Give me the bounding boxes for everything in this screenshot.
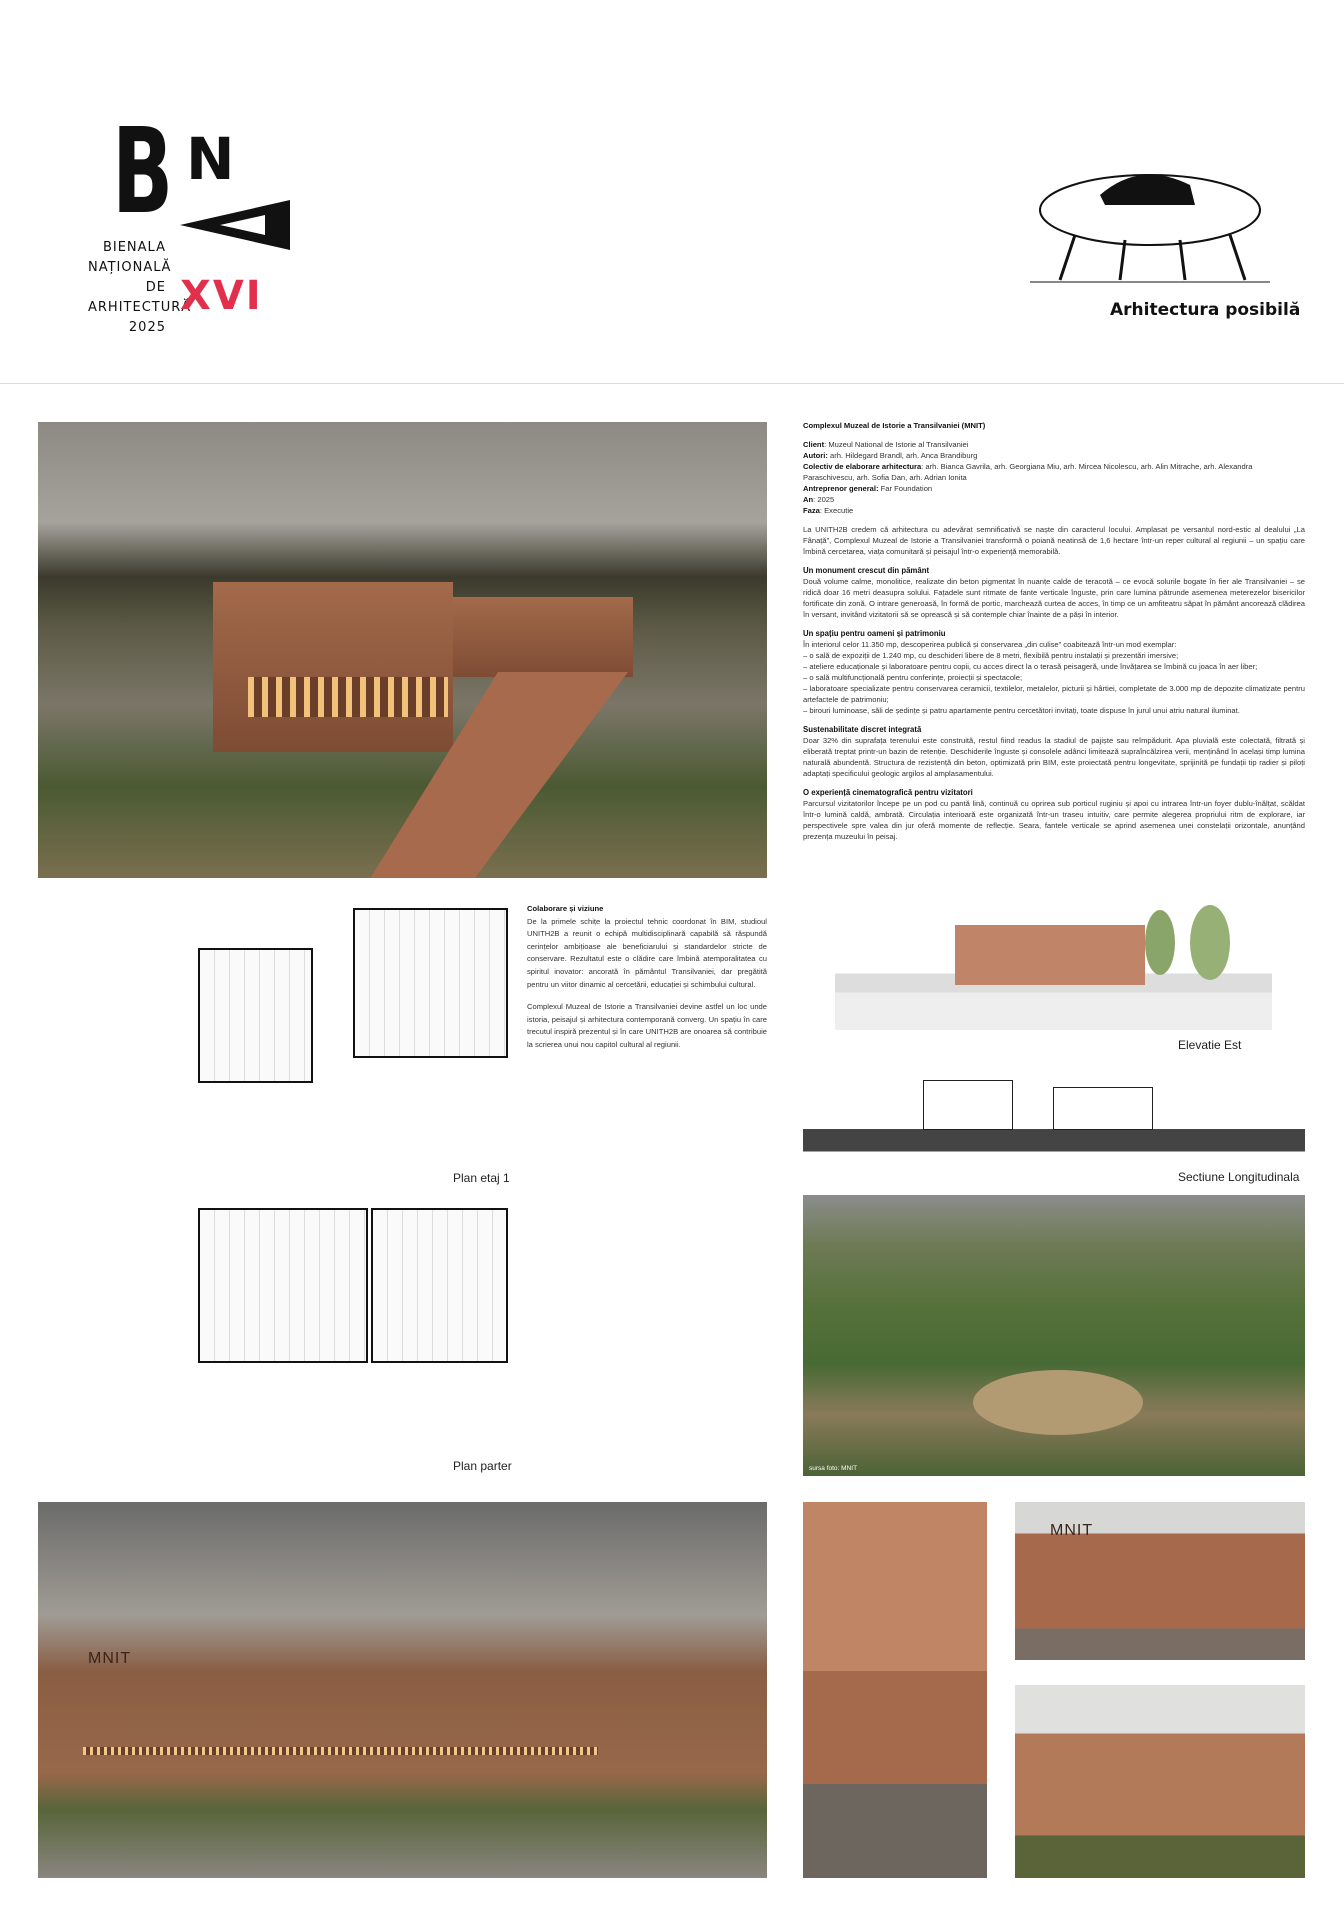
meta-key: Autori:	[803, 451, 828, 460]
list-item: – o sală de expoziții de 1.240 mp, cu deschideri libere de 8 metri, flexibilă pentru instalații și prezentări imersive;	[803, 651, 1179, 660]
section-heading: Un spațiu pentru oameni și patrimoniu	[803, 629, 946, 638]
meta-key: An	[803, 495, 814, 504]
logo-line: NAȚIONALĂ	[88, 260, 172, 275]
section-label: Sectiune Longitudinala	[1178, 1170, 1300, 1184]
meta-value: : 2025	[813, 495, 835, 504]
section-heading: O experiență cinematografică pentru vizitatori	[803, 788, 973, 797]
logo-letter-b: B	[112, 102, 174, 240]
logo-text	[88, 238, 192, 338]
section-heading: Un monument crescut din pământ	[803, 566, 930, 575]
list-item: – laboratoare specializate pentru conservarea ceramicii, textilelor, metalelor, picturii și hârtiei, completate de 3.000 mp de depozite climatizate pentru artefactele de patrimoniu;	[803, 684, 1305, 704]
meta-key: Client	[803, 440, 825, 449]
logo-line: DE	[145, 280, 166, 295]
logo-letter-n: N	[186, 125, 235, 193]
collab-heading: Colaborare și viziune	[527, 904, 604, 913]
logo-line: BIENALA	[102, 240, 166, 255]
list-item: – o sală multifuncțională pentru conferințe, proiecții și spectacole;	[803, 673, 1023, 682]
photo-credit: sursa foto: MNIT	[809, 1465, 858, 1472]
facade-render-image	[38, 1502, 767, 1878]
plan-ground-label: Plan parter	[453, 1459, 512, 1473]
meta-value: : arh. Bianca Gavrila, arh. Georgiana Miu, arh. Mircea Nicolescu, arh. Alin Mitrache, arh. Alexandra Paraschivescu, arh. Sofia Dan, arh. Adrian Ionita	[803, 462, 1253, 482]
meta-key: Faza	[803, 506, 820, 515]
walking-city-illustration-icon	[1030, 155, 1270, 290]
collab-paragraph: Complexul Muzeal de Istorie a Transilvaniei devine astfel un loc unde istoria, peisajul și arhitectura contemporană converg. Un spațiu în care trecutul inspiră prezentul și în care UNITH2B are onoarea să contribuie la scrierea unui nou capitol cultural al regiunii.	[527, 1002, 767, 1049]
meta-key: Antreprenor general:	[803, 484, 879, 493]
collab-paragraph: De la primele schițe la proiectul tehnic coordonat în BIM, studioul UNITH2B a reunit o echipă multidisciplinară capabilă să răspundă cerințelor ambițioase ale beneficiarului și standardelor stricte de conservare. Rezultatul este o clădire care îmbină atemporalitatea cu spiritul inovator: ancorată în pământul Transilvaniei, dar pregătită pentru un viitor dinamic al cercetării, educației și schimbului cultural.	[527, 916, 767, 989]
section-heading: Sustenabilitate discret integrată	[803, 725, 922, 734]
project-title: Complexul Muzeal de Istorie a Transilvaniei (MNIT)	[803, 421, 986, 430]
section-body: În interiorul celor 11.350 mp, descoperirea publică și conservarea „din culise” coabitează într-un mod exemplar:	[803, 640, 1177, 649]
theme-tagline: Arhitectura posibilă	[1110, 300, 1301, 320]
site-photo	[803, 1195, 1305, 1476]
meta-value: Far Foundation	[878, 484, 933, 493]
logo-line: ARHITECTURĂ	[88, 300, 192, 315]
divider	[0, 383, 1344, 384]
meta-value: arh. Hildegard Brandl, arh. Anca Brandiburg	[827, 451, 978, 460]
section-body: Două volume calme, monolitice, realizate din beton pigmentat în nuanțe calde de teracotă – ce evocă solurile bogate în fier ale Transilvaniei – se ridică doar 16 metri deasupra solului. Fațadele sunt ritmate de fante verticale înguste, prin care lumina pătrunde asemenea meterezelor bisericilor fortificate din zonă. O intrare generoasă, în formă de portic, marchează curtea de acces, în timp ce un amfiteatru săpat în pământ ancorează clădirea în versant, invitând vizitatorii să se oprească și să contemple chiar înainte de a păși în interior.	[803, 577, 1305, 619]
logo-line: 2025	[128, 320, 166, 335]
collaboration-text	[527, 903, 767, 1052]
signage-text: MNIT	[88, 1650, 132, 1667]
elevation-label: Elevatie Est	[1178, 1038, 1242, 1052]
logo-edition: XVI	[180, 273, 263, 319]
courtyard-render-image	[1015, 1502, 1305, 1660]
project-description	[803, 420, 1305, 842]
east-elevation-drawing	[835, 905, 1272, 1030]
meta-key: Colectiv de elaborare arhitectura	[803, 462, 922, 471]
logo-letter-a-icon	[180, 195, 290, 255]
intro-paragraph: La UNITH2B credem că arhitectura cu adevărat semnificativă se naște din caracterul locului. Amplasat pe versantul nord-estic al dealului „La Fânață”, Complexul Muzeal de Istorie a Transilvaniei transformă o poiană neatinsă de 1,6 hectare într-un reper cultural al regiunii – un spațiu care îmbină cercetarea, viața comunitară și peisajul într-o experiență memorabilă.	[803, 525, 1305, 556]
signage-text: MNIT	[1050, 1522, 1094, 1539]
project-meta	[803, 439, 1305, 516]
entrance-render-image	[803, 1502, 987, 1878]
section-body: Doar 32% din suprafața terenului este construită, restul fiind readus la stadiul de pajiște sau reîmpădurit. Apa pluvială este colectată, filtrată și eliberată treptat printr-un bazin de retenție. Deschiderile înguste și consolele adânci limitează supraîncălzirea verii, menținând în același timp lumina naturală abundentă. Structura de rezistență din beton, optimizată prin BIM, este proiectată pentru longevitate, sprijinită pe fundații tip radier și piloți adaptați specificului geologic argilos al amplasamentului.	[803, 736, 1305, 778]
section-body: Parcursul vizitatorilor începe pe un pod cu pantă lină, continuă cu oprirea sub porticul ruginiu și apoi cu intrarea într-un foyer dublu-înălțat, scăldat într-o lumină caldă, ambrată. Circulația interioară este organizată într-un traseu intuitiv, care permite alegerea propriului ritm de explorare, iar perspectivele spre valea din jur oferă momente de reflecție. Seara, fantele verticale se aprind asemenea unei constelații orizontale, anunțând prezența muzeului în peisaj.	[803, 799, 1305, 841]
plan-upper-label: Plan etaj 1	[453, 1171, 510, 1185]
list-item: – ateliere educaționale și laboratoare pentru copii, cu acces direct la o terasă peisageră, unde învățarea se îmbină cu joaca în aer liber;	[803, 662, 1258, 671]
list-item: – birouri luminoase, săli de ședințe și patru apartamente pentru cercetători invitați, toate dispuse în jurul unui atriu natural iluminat.	[803, 706, 1240, 715]
longitudinal-section-drawing	[803, 1075, 1305, 1165]
aerial-render-image	[38, 422, 767, 878]
meta-value: : Executie	[819, 506, 854, 515]
landscape-render-image	[1015, 1685, 1305, 1878]
meta-value: : Muzeul National de Istorie al Transilvaniei	[824, 440, 969, 449]
